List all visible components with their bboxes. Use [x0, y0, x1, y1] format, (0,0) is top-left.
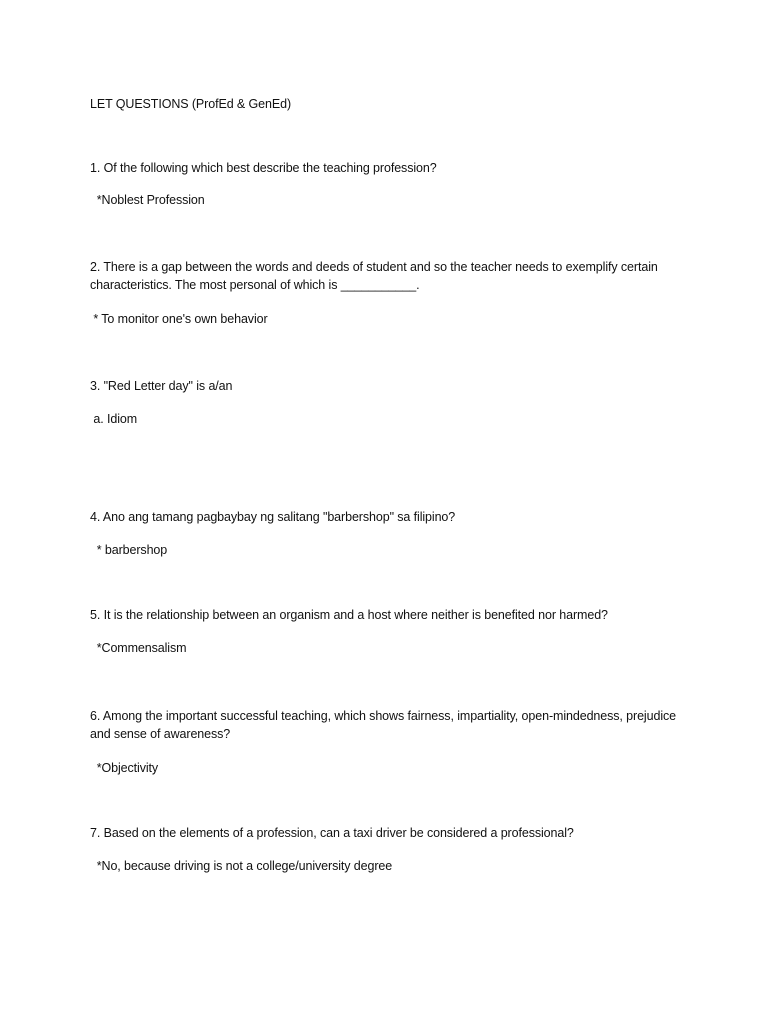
- question-1: 1. Of the following which best describe the teaching profession?: [90, 161, 437, 175]
- answer-5: *Commensalism: [90, 641, 187, 655]
- question-5: 5. It is the relationship between an organism and a host where neither is benefited nor harmed?: [90, 608, 608, 622]
- answer-4: * barbershop: [90, 543, 168, 557]
- question-7: 7. Based on the elements of a profession, can a taxi driver be considered a professional?: [90, 826, 574, 840]
- answer-1: *Noblest Profession: [90, 193, 205, 207]
- question-3: 3. "Red Letter day" is a/an: [90, 379, 233, 393]
- document-title: LET QUESTIONS (ProfEd & GenEd): [90, 97, 292, 111]
- question-2: 2. There is a gap between the words and deeds of student and so the teacher needs to exemplify certain characteristics. The most personal of which is ___________.: [90, 260, 662, 292]
- answer-7: *No, because driving is not a college/university degree: [90, 859, 393, 873]
- question-4: 4. Ano ang tamang pagbaybay ng salitang "barbershop" sa filipino?: [90, 510, 456, 524]
- answer-3: a. Idiom: [90, 412, 138, 426]
- answer-6: *Objectivity: [90, 761, 159, 775]
- answer-2: * To monitor one's own behavior: [90, 312, 268, 326]
- question-6: 6. Among the important successful teaching, which shows fairness, impartiality, open-mindedness, prejudice and sense of awareness?: [90, 709, 680, 741]
